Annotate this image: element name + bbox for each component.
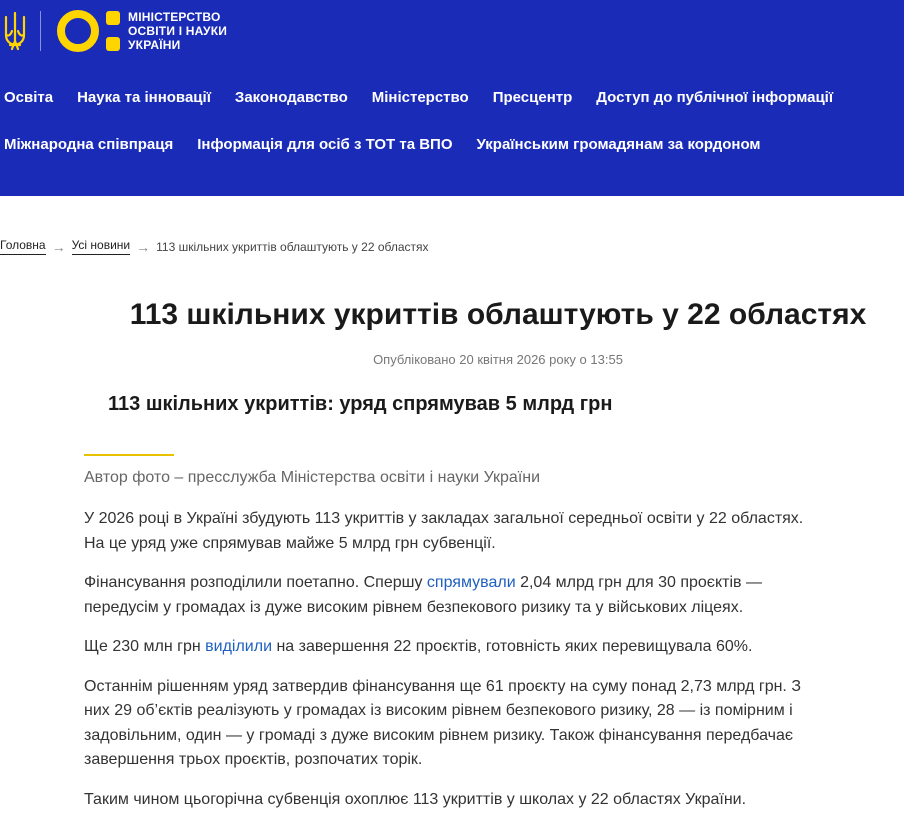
logo-text: МІНІСТЕРСТВО ОСВІТИ І НАУКИ УКРАЇНИ xyxy=(128,10,228,52)
nav-item-tot-vpo[interactable]: Інформація для осіб з ТОТ та ВПО xyxy=(197,136,453,153)
nav-item-science[interactable]: Наука та інновації xyxy=(77,89,211,106)
arrow-right-icon: → xyxy=(136,238,151,255)
breadcrumb-home[interactable]: Головна xyxy=(0,238,46,255)
nav-item-presscenter[interactable]: Пресцентр xyxy=(492,89,573,106)
site-header xyxy=(0,0,904,196)
photo-credit: Автор фото – пресслужба Міністерства освіти і науки України xyxy=(84,469,541,486)
paragraph-3-text: Ще 230 млн грн xyxy=(84,638,206,655)
paragraph-5: Таким чином цьогорічна субвенція охоплює 113 укриттів у школах у 22 областях України. xyxy=(84,790,747,808)
logo-divider xyxy=(40,11,41,51)
link-spriamuvaly[interactable]: спрямували xyxy=(426,574,516,591)
nav-item-ministry[interactable]: Міністерство xyxy=(371,89,469,106)
breadcrumb-current: 113 шкільних укриттів облаштують у 22 областях xyxy=(156,239,429,254)
mon-logo-icon xyxy=(57,10,120,52)
logo[interactable] xyxy=(0,8,227,54)
paragraph-2-text: Фінансування розподілили поетапно. Спершу xyxy=(84,574,427,591)
published-date: Опубліковано 20 квітня 2026 року о 13:55 xyxy=(373,352,623,367)
main-nav-row-2 xyxy=(0,136,781,153)
paragraph-2-text-end: 2,04 млрд грн для 30 проєктів — передусім у громадах із дуже високим рівнем безпекового ризику та у військових ліцеях. xyxy=(84,574,762,616)
article-body xyxy=(84,454,814,827)
paragraph-2 xyxy=(84,571,814,620)
nav-item-abroad[interactable]: Українським громадянам за кордоном xyxy=(476,136,761,153)
paragraph-4: Останнім рішенням уряд затвердив фінансування ще 61 проєкту на суму понад 2,73 млрд грн. З них 29 об’єктів реалізують у громадах із високим рівнем безпекового ризику, 28 — із помірним і задовільним, один — у громаді з дуже високим рівнем ризику. Також фінансування передбачає завершення трьох проєктів, розпочатих торік. xyxy=(84,677,801,768)
paragraph-3 xyxy=(84,635,814,660)
nav-item-public-info[interactable]: Доступ до публічної інформації xyxy=(596,89,834,106)
nav-item-international[interactable]: Міжнародна співпраця xyxy=(4,136,174,153)
link-vydilyly[interactable]: виділили xyxy=(205,638,272,655)
breadcrumb xyxy=(0,238,429,255)
paragraph-1: У 2026 році в Україні збудують 113 укриттів у закладах загальної середньої освіти у 22 областях. На це уряд уже спрямував майже 5 млрд грн субвенції. xyxy=(84,510,804,552)
nav-item-legislation[interactable]: Законодавство xyxy=(234,89,348,106)
main-nav-row-1 xyxy=(0,89,853,106)
article-subtitle: 113 шкільних укриттів: уряд спрямував 5 млрд грн xyxy=(108,393,613,415)
breadcrumb-news[interactable]: Усі новини xyxy=(72,238,131,255)
nav-item-osvita[interactable]: Освіта xyxy=(4,89,54,106)
arrow-right-icon: → xyxy=(51,238,66,255)
trident-icon xyxy=(2,11,28,51)
paragraph-3-text-end: на завершення 22 проєктів, готовність яких перевищувала 60%. xyxy=(272,638,753,655)
page-title: 113 шкільних укриттів облаштують у 22 областях xyxy=(129,298,867,331)
divider xyxy=(84,454,174,456)
